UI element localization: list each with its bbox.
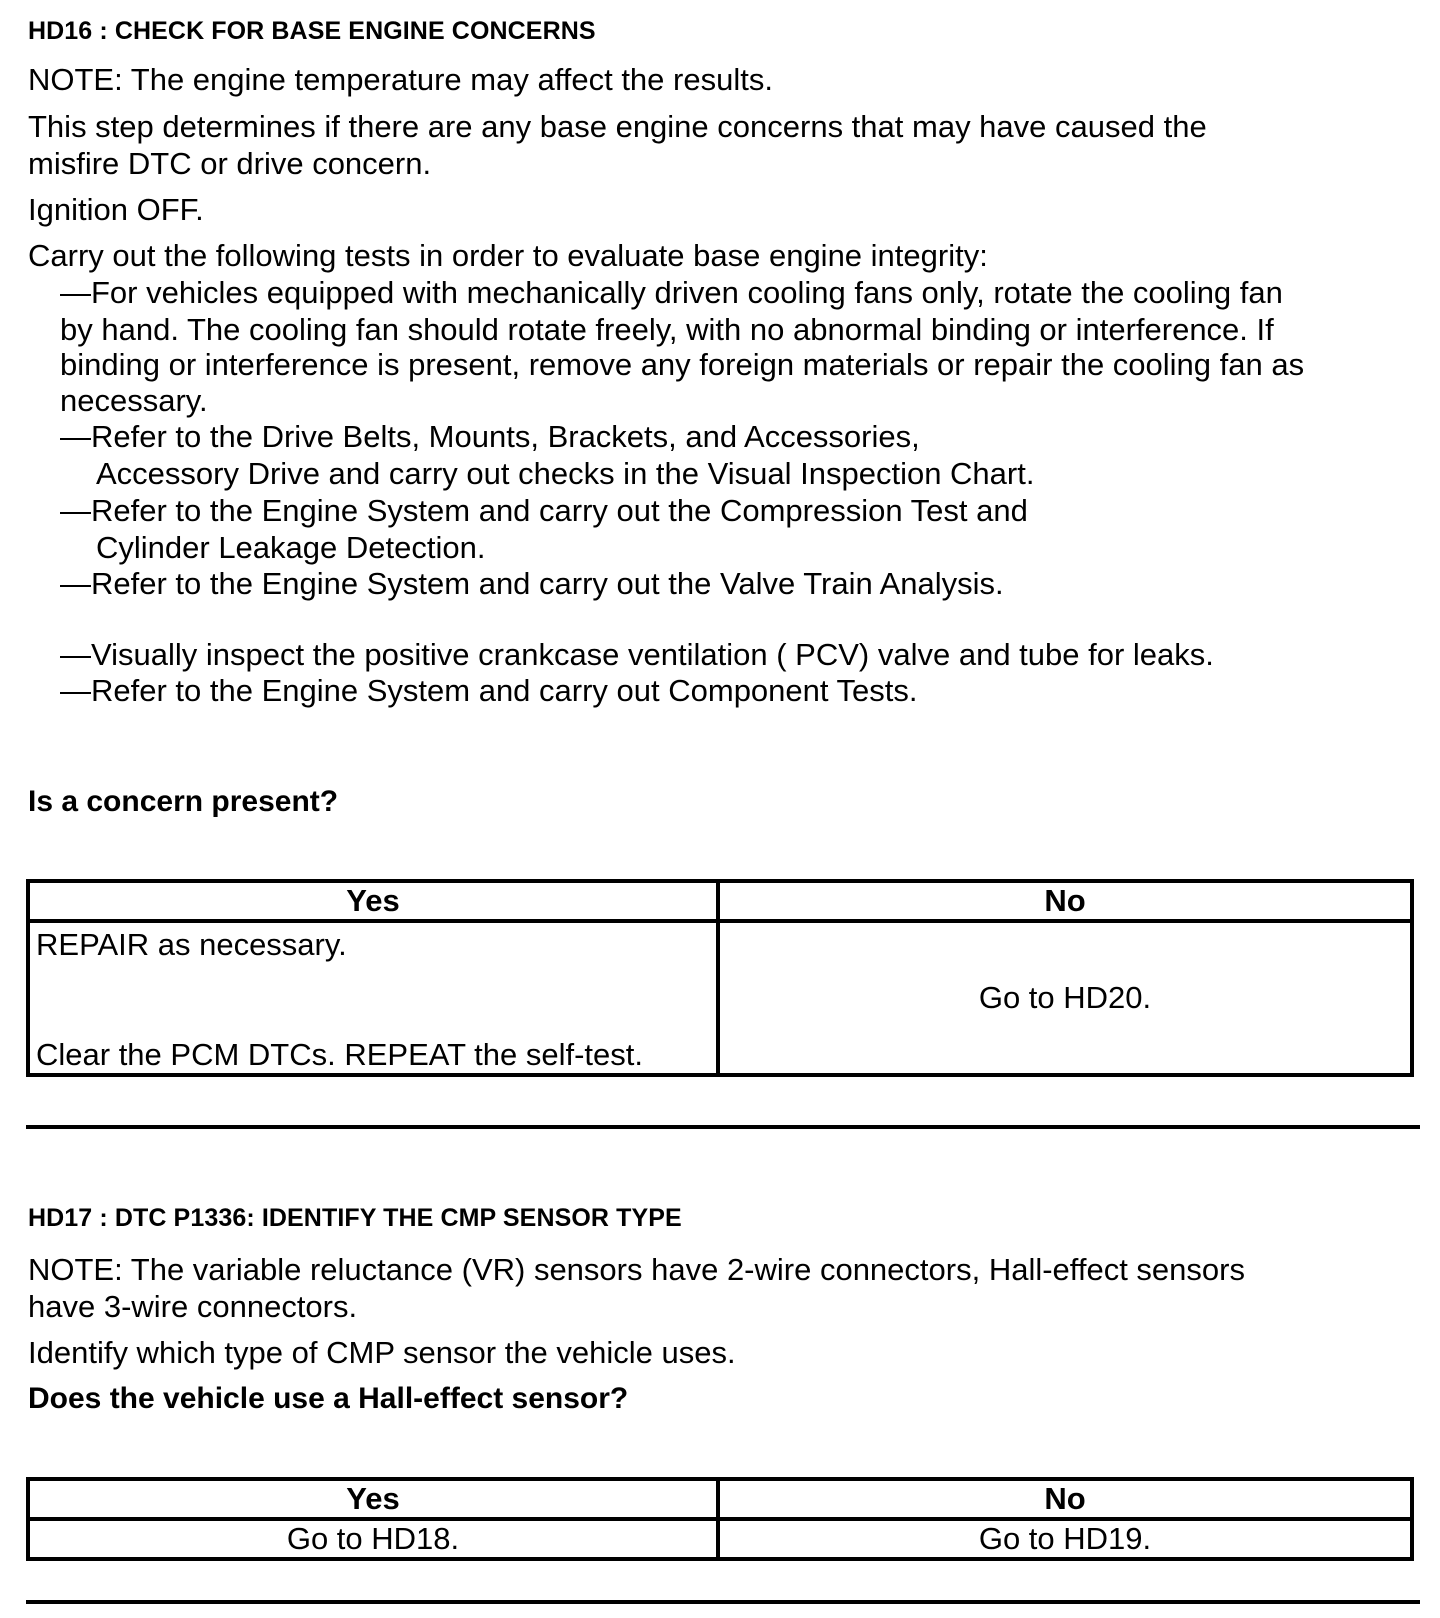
hd16-bullet-4: —Refer to the Engine System and carry out the Valve Train Analysis.	[60, 566, 1004, 601]
hd17-no-text: Go to HD19.	[978, 1521, 1152, 1556]
section-divider-bottom	[26, 1600, 1420, 1604]
hd16-yes-header: Yes	[28, 881, 718, 921]
hd17-note-line-1: NOTE: The variable reluctance (VR) sensors have 2-wire connectors, Hall-effect sensors	[28, 1252, 1245, 1287]
hd16-bullet-6: —Refer to the Engine System and carry out Component Tests.	[60, 673, 918, 708]
hd16-bullet-1-line-3: binding or interference is present, remove any foreign materials or repair the cooling fan as	[60, 347, 1305, 382]
hd16-bullet-2-line-2: Accessory Drive and carry out checks in the Visual Inspection Chart.	[96, 456, 1035, 491]
hd16-yes-line-2: Clear the PCM DTCs. REPEAT the self-test.	[36, 1037, 643, 1072]
hd16-carry-out: Carry out the following tests in order to evaluate base engine integrity:	[28, 238, 988, 273]
hd16-bullet-1-line-1: —For vehicles equipped with mechanically driven cooling fans only, rotate the cooling fan	[60, 275, 1283, 310]
hd16-no-header: No	[718, 881, 1412, 921]
hd16-no-cell	[718, 921, 1412, 1075]
hd16-no-text: Go to HD20.	[978, 980, 1152, 1015]
hd16-note: NOTE: The engine temperature may affect the results.	[28, 62, 773, 97]
hd17-note-line-2: have 3-wire connectors.	[28, 1289, 358, 1324]
hd17-title: HD17 : DTC P1336: IDENTIFY THE CMP SENSOR TYPE	[28, 1204, 682, 1232]
hd16-bullet-3-line-2: Cylinder Leakage Detection.	[96, 530, 486, 565]
hd17-no-header: No	[718, 1479, 1412, 1519]
hd17-yes-header: Yes	[28, 1479, 718, 1519]
hd17-yes-cell	[28, 1519, 718, 1559]
hd16-yes-line-1: REPAIR as necessary.	[36, 927, 347, 962]
hd17-no-cell	[718, 1519, 1412, 1559]
hd17-result-table	[26, 1477, 1414, 1561]
hd17-identify: Identify which type of CMP sensor the vehicle uses.	[28, 1335, 736, 1370]
hd16-bullet-1-line-2: by hand. The cooling fan should rotate freely, with no abnormal binding or interference. If	[60, 312, 1274, 347]
hd16-bullet-2-line-1: —Refer to the Drive Belts, Mounts, Brackets, and Accessories,	[60, 419, 920, 454]
hd16-result-table	[26, 879, 1414, 1077]
hd16-yes-cell	[28, 921, 718, 1075]
hd17-question: Does the vehicle use a Hall-effect sensor?	[28, 1382, 629, 1415]
hd16-title: HD16 : CHECK FOR BASE ENGINE CONCERNS	[28, 17, 596, 45]
hd16-bullet-5: —Visually inspect the positive crankcase ventilation ( PCV) valve and tube for leaks.	[60, 637, 1214, 672]
hd16-bullet-1-line-4: necessary.	[60, 383, 208, 418]
hd16-ignition: Ignition OFF.	[28, 192, 204, 227]
hd16-question: Is a concern present?	[28, 785, 339, 818]
hd16-bullet-3-line-1: —Refer to the Engine System and carry out the Compression Test and	[60, 493, 1028, 528]
hd17-yes-text: Go to HD18.	[286, 1521, 460, 1556]
section-divider	[26, 1125, 1420, 1129]
hd16-intro-line-1: This step determines if there are any base engine concerns that may have caused the	[28, 109, 1207, 144]
hd16-intro-line-2: misfire DTC or drive concern.	[28, 146, 432, 181]
